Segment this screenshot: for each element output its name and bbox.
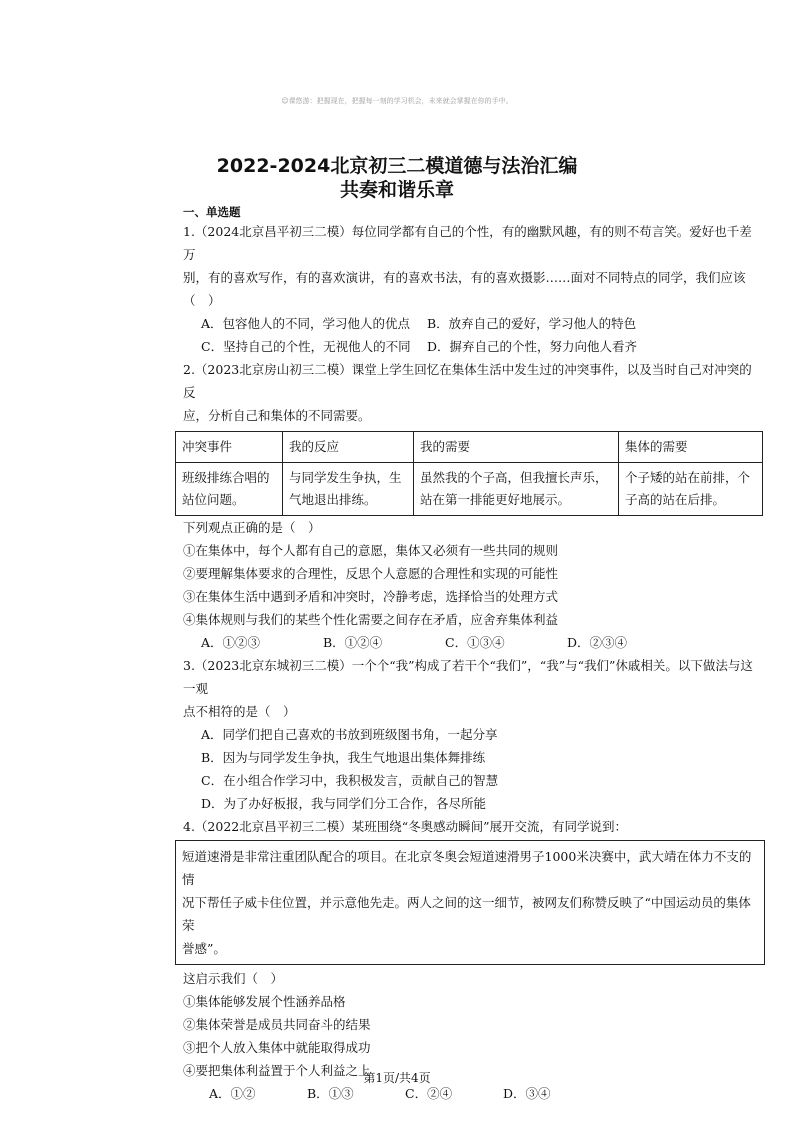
question-text: 1.（2024北京昌平初三二模）每位同学都有自己的个性，有的幽默风趣，有的则不苟言笑。爱好也千差万 xyxy=(183,224,752,262)
option-c: C．①③④ xyxy=(445,635,505,650)
statement: ④要把集体利益置于个人利益之上 xyxy=(183,1063,371,1078)
option-c: C．在小组合作学习中，我积极发言，贡献自己的智慧 xyxy=(201,773,499,788)
table-row xyxy=(176,463,763,516)
quote-text: 短道速滑是非常注重团队配合的项目。在北京冬奥会短道速滑男子1000米决赛中，武大靖在体力不支的情 xyxy=(182,849,752,887)
section-heading: 一、单选题 xyxy=(183,205,241,219)
statement: ①在集体中，每个人都有自己的意愿，集体又必须有一些共同的规则 xyxy=(183,543,559,558)
option-a: A．包容他人的不同，学习他人的优点 xyxy=(201,316,411,331)
question-text: 应，分析自己和集体的不同需要。 xyxy=(183,408,371,423)
option-d: D．摒弃自己的个性，努力向他人看齐 xyxy=(427,339,638,354)
quote-box xyxy=(175,840,765,965)
question-text: 2.（2023北京房山初三二模）课堂上学生回忆在集体生活中发生过的冲突事件，以及当时自己对冲突的反 xyxy=(183,362,752,400)
option-row xyxy=(183,631,763,654)
question-prompt: 下列观点正确的是（ ） xyxy=(183,520,321,535)
table-header: 集体的需要 xyxy=(619,432,763,463)
statement: ③把个人放入集体中就能取得成功 xyxy=(183,1040,371,1055)
option-c: C．坚持自己的个性，无视他人的不同 xyxy=(201,339,411,354)
page-footer: 第1页/共4页 xyxy=(363,1071,431,1085)
question-text: 别，有的喜欢写作，有的喜欢演讲，有的喜欢书法，有的喜欢摄影……面对不同特点的同学，我们应该（ ） xyxy=(183,270,746,308)
document-body xyxy=(183,204,763,1105)
page-title: 2022-2024北京初三二模道德与法治汇编 xyxy=(216,155,578,177)
statement: ③在集体生活中遇到矛盾和冲突时，冷静考虑，选择恰当的处理方式 xyxy=(183,589,559,604)
question-2 xyxy=(183,358,763,654)
option-b: B．①②④ xyxy=(323,635,383,650)
option-a: A．①② xyxy=(209,1086,256,1101)
watermark: ☺课悠游：把握现在，把握每一刻的学习机会，未来就会掌握在你的手中。 xyxy=(281,97,513,105)
option-b: B．因为与同学发生争执，我生气地退出集体舞排练 xyxy=(201,750,486,765)
table-cell: 虽然我的个子高，但我擅长声乐，站在第一排能更好地展示。 xyxy=(414,463,619,516)
option-d: D．②③④ xyxy=(567,635,628,650)
option-row xyxy=(183,335,763,358)
table-cell: 与同学发生争执，生气地退出排练。 xyxy=(283,463,414,516)
table-header-row xyxy=(176,432,763,463)
question-prompt: 这启示我们（ ） xyxy=(183,971,284,986)
page-subtitle: 共奏和谐乐章 xyxy=(339,179,454,201)
statement: ④集体规则与我们的某些个性化需要之间存在矛盾，应舍弃集体利益 xyxy=(183,612,559,627)
statement: ①集体能够发展个性涵养品格 xyxy=(183,994,346,1009)
statement: ②要理解集体要求的合理性，反思个人意愿的合理性和实现的可能性 xyxy=(183,566,559,581)
question-3 xyxy=(183,654,763,815)
quote-text: 誉感”。 xyxy=(182,941,226,956)
statement: ②集体荣誉是成员共同奋斗的结果 xyxy=(183,1017,371,1032)
table-cell: 班级排练合唱的站位问题。 xyxy=(176,463,283,516)
option-d: D．③④ xyxy=(503,1086,551,1101)
question-1 xyxy=(183,220,763,358)
option-c: C．②④ xyxy=(405,1086,453,1101)
table-header: 冲突事件 xyxy=(176,432,283,463)
table-header: 我的需要 xyxy=(414,432,619,463)
quote-text: 况下帮任子威卡住位置，并示意他先走。两人之间的这一细节，被网友们称赞反映了“中国运动员的集体荣 xyxy=(182,895,751,933)
table-cell: 个子矮的站在前排，个子高的站在后排。 xyxy=(619,463,763,516)
option-row xyxy=(183,312,763,335)
option-b: B．①③ xyxy=(307,1086,354,1101)
conflict-table xyxy=(175,431,763,516)
question-text: 点不相符的是（ ） xyxy=(183,704,296,719)
option-a: A．①②③ xyxy=(201,635,261,650)
option-d: D．为了办好板报，我与同学们分工合作，各尽所能 xyxy=(201,796,487,811)
option-b: B．放弃自己的爱好，学习他人的特色 xyxy=(427,316,637,331)
question-text: 3.（2023北京东城初三二模）一个个“我”构成了若干个“我们”，“我”与“我们”休戚相关。以下做法与这一观 xyxy=(183,658,753,696)
question-4 xyxy=(183,815,763,1105)
question-text: 4.（2022北京昌平初三二模）某班围绕“冬奥感动瞬间”展开交流，有同学说到： xyxy=(183,819,628,834)
table-header: 我的反应 xyxy=(283,432,414,463)
option-a: A．同学们把自己喜欢的书放到班级图书角，一起分享 xyxy=(201,727,498,742)
